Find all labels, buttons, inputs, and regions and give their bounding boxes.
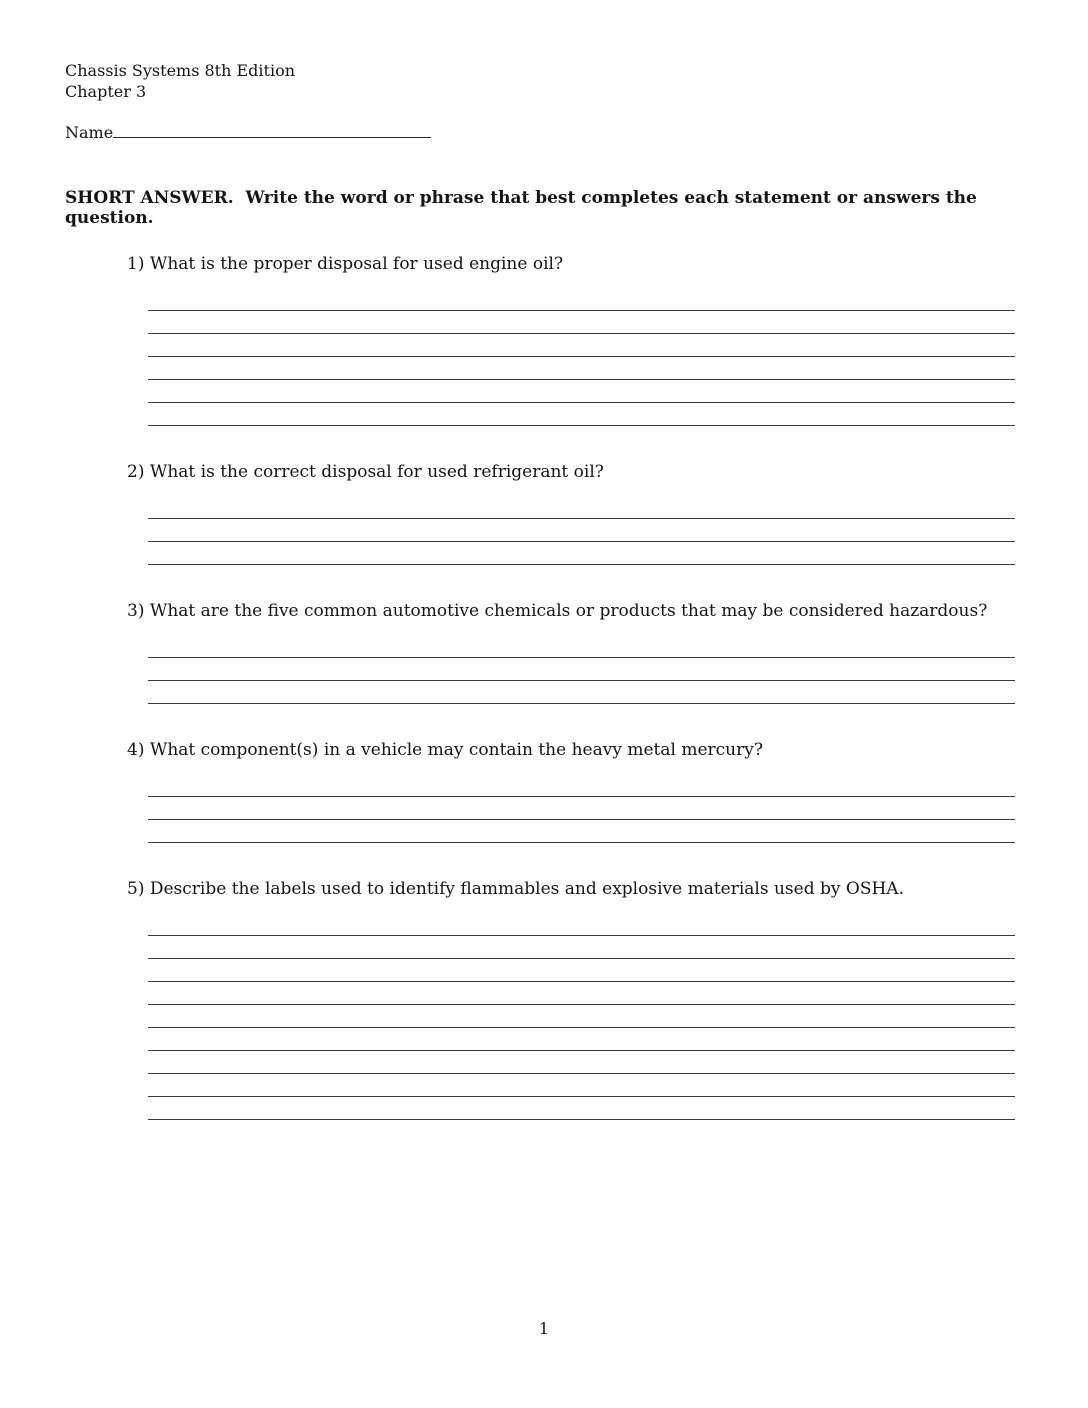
answer-line [148,334,1015,357]
answer-line [148,542,1015,565]
question-5 [65,879,1015,1120]
answer-line [148,1074,1015,1097]
answer-line [148,380,1015,403]
answer-lines [148,913,1015,1120]
name-blank-line [113,122,431,138]
answer-line [148,1051,1015,1074]
answer-line [148,635,1015,658]
answer-line [148,681,1015,704]
question-text: 3) What are the five common automotive chemicals or products that may be considered hazardous? [127,601,988,621]
answer-lines [148,288,1015,426]
question-text: 5) Describe the labels used to identify flammables and explosive materials used by OSHA. [127,879,904,899]
answer-line [148,1097,1015,1120]
page-number: 1 [538,1319,550,1338]
answer-line [148,288,1015,311]
document-header [65,60,1015,102]
instructions-text: SHORT ANSWER. Write the word or phrase that best completes each statement or answers the question. [65,188,983,228]
answer-line [148,959,1015,982]
answer-line [148,797,1015,820]
question-4 [65,740,1015,843]
question-text: 2) What is the correct disposal for used refrigerant oil? [127,462,604,482]
answer-line [148,311,1015,334]
document-title: Chassis Systems 8th Edition [65,61,296,80]
question-2 [65,462,1015,565]
answer-lines [148,496,1015,565]
answer-lines [148,774,1015,843]
answer-line [148,496,1015,519]
name-row [65,122,1015,142]
answer-line [148,1028,1015,1051]
answer-line [148,519,1015,542]
answer-line [148,913,1015,936]
question-3 [65,601,1015,704]
chapter-label: Chapter 3 [65,82,147,101]
answer-line [148,403,1015,426]
answer-line [148,936,1015,959]
question-text: 1) What is the proper disposal for used engine oil? [127,254,564,274]
answer-line [148,982,1015,1005]
question-1 [65,254,1015,426]
answer-line [148,820,1015,843]
answer-line [148,1005,1015,1028]
answer-line [148,774,1015,797]
question-text: 4) What component(s) in a vehicle may contain the heavy metal mercury? [127,740,763,760]
questions-container [65,254,1015,1120]
answer-lines [148,635,1015,704]
answer-line [148,658,1015,681]
answer-line [148,357,1015,380]
name-label: Name [65,123,114,142]
